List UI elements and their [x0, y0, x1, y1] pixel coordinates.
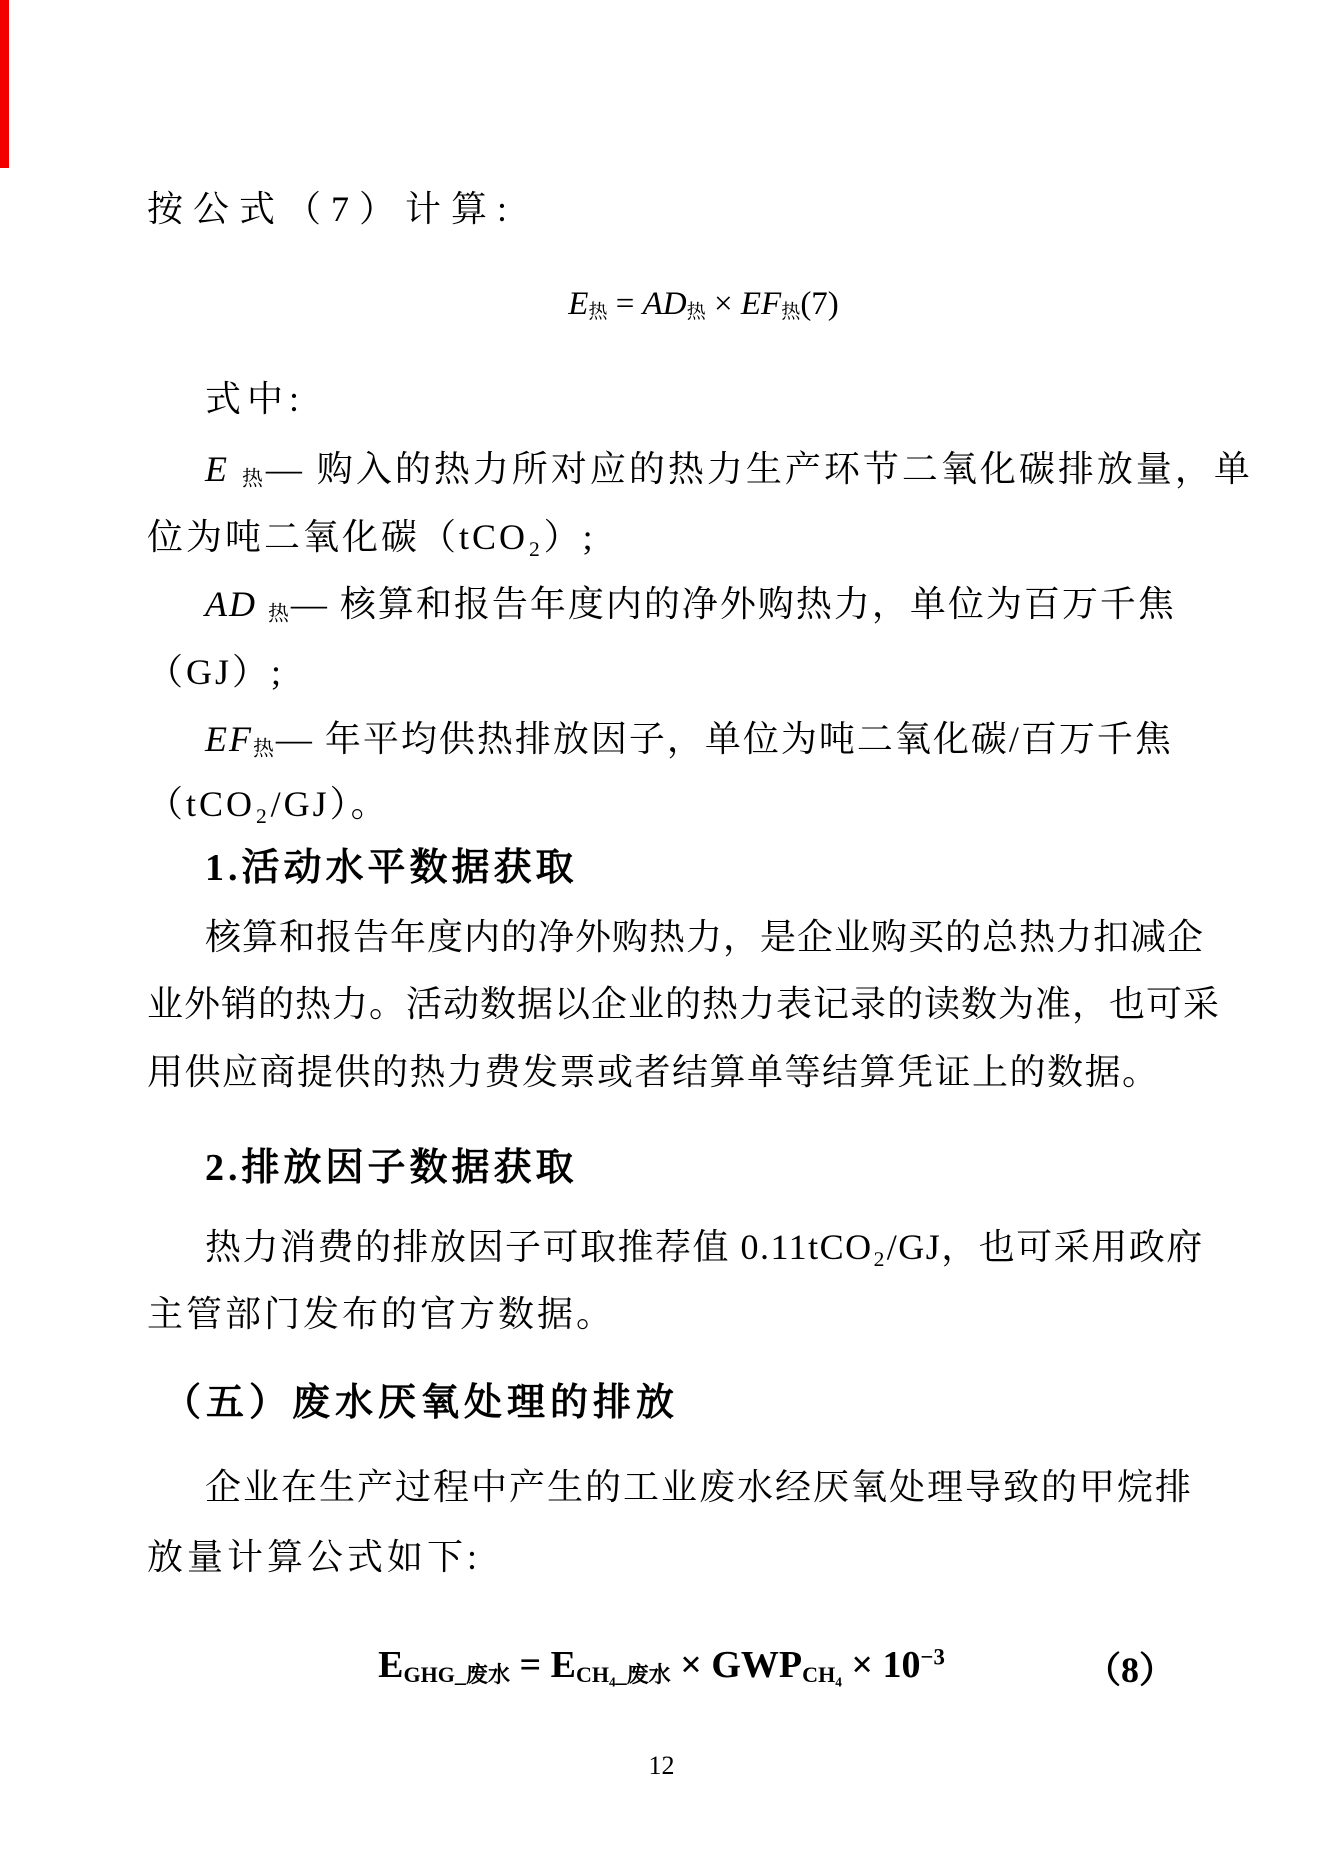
- def-ef-heat-cont: （tCO₂/GJ）。: [147, 784, 390, 824]
- formula-8-number: （8）: [1085, 1650, 1176, 1690]
- heading-activity-data: 1.活动水平数据获取: [205, 847, 578, 889]
- para-wastewater-2: 放量计算公式如下:: [147, 1537, 482, 1577]
- def-ad-heat-cont: （GJ）;: [147, 652, 285, 692]
- left-edge-red-marker: [0, 0, 9, 168]
- formula-7: E热 = AD热 × EF热(7): [568, 286, 839, 324]
- intro-line: 按公式（7）计算:: [147, 189, 518, 229]
- formula-8: EGHG_废水 = ECH₄_废水 × GWPCH₄ × $10^{-3}$: [378, 1644, 945, 1687]
- para-activity-3: 用供应商提供的热力费发票或者结算单等结算凭证上的数据。: [147, 1052, 1160, 1092]
- heading-wastewater: （五）废水厌氧处理的排放: [163, 1382, 680, 1424]
- def-e-heat: E 热— 购入的热力所对应的热力生产环节二氧化碳排放量，单: [205, 449, 1253, 491]
- para-wastewater-1: 企业在生产过程中产生的工业废水经厌氧处理导致的甲烷排: [205, 1467, 1194, 1507]
- heading-emission-factor: 2.排放因子数据获取: [205, 1147, 578, 1189]
- para-activity-2: 业外销的热力。活动数据以企业的热力表记录的读数为准，也可采: [147, 984, 1221, 1024]
- para-activity-1: 核算和报告年度内的净外购热力，是企业购买的总热力扣减企: [205, 917, 1205, 957]
- where-label: 式中:: [205, 379, 306, 419]
- def-ad-heat: AD 热— 核算和报告年度内的净外购热力，单位为百万千焦: [205, 584, 1176, 626]
- para-factor-1: 热力消费的排放因子可取推荐值 0.11tCO₂/GJ，也可采用政府: [205, 1227, 1204, 1267]
- page-number: 12: [648, 1751, 675, 1780]
- def-e-heat-cont: 位为吨二氧化碳（tCO₂）;: [147, 517, 596, 557]
- para-factor-2: 主管部门发布的官方数据。: [147, 1294, 616, 1334]
- def-ef-heat: EF热— 年平均供热排放因子，单位为吨二氧化碳/百万千焦: [205, 719, 1173, 761]
